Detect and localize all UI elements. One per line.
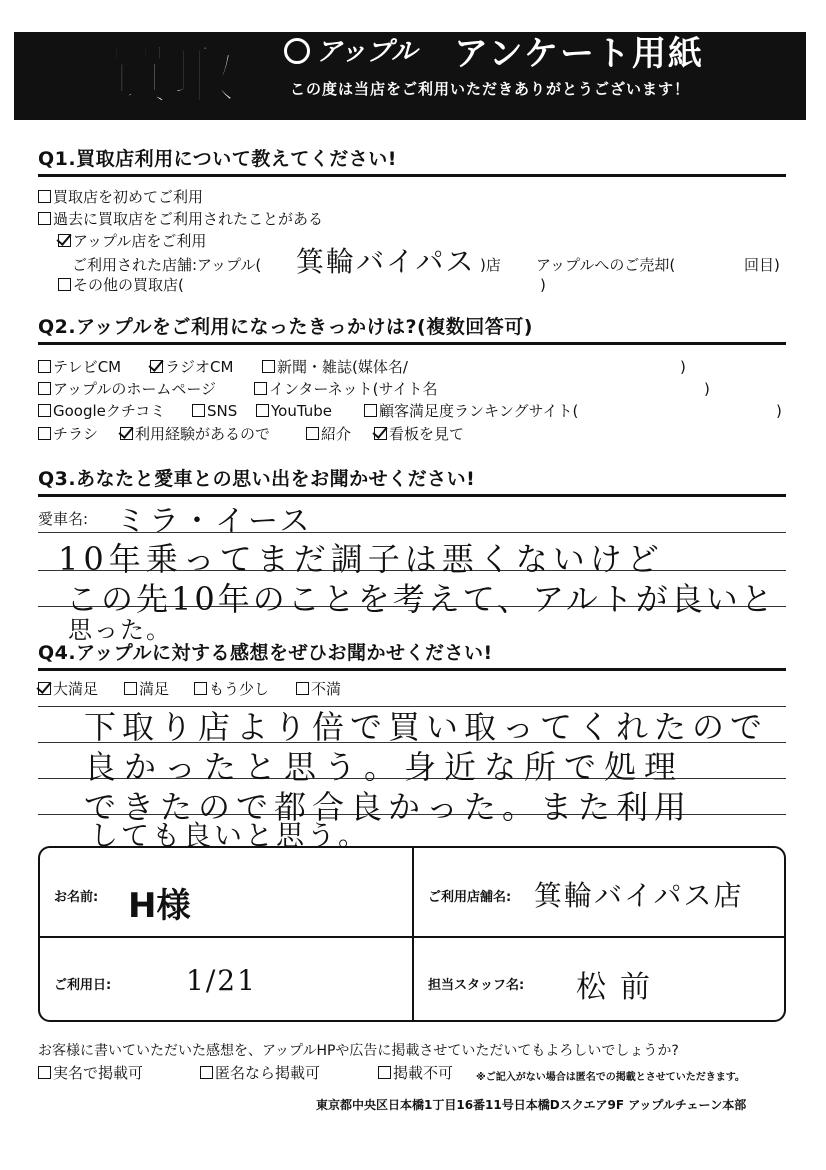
publish-option-realname[interactable] <box>38 1062 143 1084</box>
q2-option-youtube-label: YouTube <box>271 402 332 420</box>
q2-option-experience-label: 利用経験があるので <box>135 425 271 443</box>
info-box-horizontal-divider <box>40 936 784 938</box>
publish-note: ※ご記入がない場合は匿名での掲載とさせていただきます。 <box>476 1072 745 1083</box>
q2-option-referral[interactable] <box>306 423 351 445</box>
publish-option-no[interactable] <box>378 1062 453 1084</box>
checkbox-icon[interactable] <box>38 1066 51 1079</box>
checked-checkbox-icon[interactable] <box>120 427 133 440</box>
q4-option-little-more-label: もう少し <box>209 680 270 698</box>
q4-title: Q4.アップルに対する感想をぜひお聞かせください! <box>38 642 493 664</box>
checkbox-icon[interactable] <box>38 212 51 225</box>
q3-car-handwritten: ミラ・イース <box>116 504 313 539</box>
kaitori-logo-text: 買取 <box>106 39 238 113</box>
checkbox-icon[interactable] <box>200 1066 213 1079</box>
staff-name-handwritten: 松前 <box>576 970 664 1005</box>
publish-option-anonymous[interactable] <box>200 1062 320 1084</box>
q1-title: Q1.買取店利用について教えてください! <box>38 148 397 170</box>
info-box-vertical-divider <box>412 848 414 1020</box>
publish-option-anonymous-label: 匿名なら掲載可 <box>215 1064 321 1082</box>
q1-option-apple-label: アップル店をご利用 <box>73 232 207 250</box>
staff-name-label: 担当スタッフ名: <box>428 978 525 993</box>
apple-logo-icon <box>284 38 310 64</box>
checkbox-icon[interactable] <box>194 682 207 695</box>
publish-option-no-label: 掲載不可 <box>393 1064 454 1082</box>
checkbox-icon[interactable] <box>38 404 51 417</box>
checkbox-icon[interactable] <box>58 278 71 291</box>
q4-option-satisfied-label: 満足 <box>139 680 170 698</box>
checkbox-icon[interactable] <box>306 427 319 440</box>
checkbox-icon[interactable] <box>378 1066 391 1079</box>
q2-option-sns[interactable] <box>192 400 237 422</box>
company-address: 東京都中央区日本橋1丁目16番11号日本橋Dスクエア9F アップルチェーン本部 <box>316 1098 747 1112</box>
q2-option-flyer-label: チラシ <box>53 425 99 443</box>
customer-info-box <box>38 846 786 1022</box>
q2-option-news-label: 新聞・雑誌(媒体名/ <box>277 358 408 376</box>
visit-date-handwritten: 1/21 <box>186 964 257 997</box>
q2-option-sns-label: SNS <box>207 402 238 420</box>
q4-answer-line-4: しても良いと思う。 <box>90 819 370 852</box>
q2-option-youtube[interactable] <box>256 400 332 422</box>
brand-logo-text: アップル <box>316 37 418 67</box>
checked-checkbox-icon[interactable] <box>38 682 51 695</box>
q2-option-sign-label: 看板を見て <box>389 425 465 443</box>
checkbox-icon[interactable] <box>296 682 309 695</box>
q3-answer-line-3: 思った。 <box>68 616 172 644</box>
checkbox-icon[interactable] <box>38 190 51 203</box>
publish-option-realname-label: 実名で掲載可 <box>53 1064 144 1082</box>
q4-answer-line-3: できたので都合良かった。また利用 <box>84 788 693 826</box>
publish-consent-question: お客様に書いていただいた感想を、アップルHPや広告に掲載させていただいてもよろしいでしょうか? <box>38 1043 679 1059</box>
survey-title: アンケート用紙 <box>454 34 704 74</box>
thanks-message: この度は当店をご利用いただきありがとうございます！ <box>290 80 691 98</box>
q2-option-experience[interactable] <box>120 423 270 445</box>
q3-answer-line-1: 10年乗ってまだ調子は悪くないけど <box>58 540 664 578</box>
q3-write-line <box>38 532 786 533</box>
q1-sale-count-suffix: 回目) <box>744 256 780 274</box>
q1-option-past[interactable] <box>38 208 323 230</box>
q2-option-google[interactable] <box>38 400 165 422</box>
q2-option-internet[interactable] <box>254 378 437 400</box>
checkbox-icon[interactable] <box>192 404 205 417</box>
name-label: お名前: <box>54 890 99 905</box>
q4-answer-line-1: 下取り店より倍で買い取ってくれたので <box>84 708 769 746</box>
checkbox-icon[interactable] <box>256 404 269 417</box>
q4-option-satisfied[interactable] <box>124 678 169 700</box>
q1-store-label: ご利用された店舗:アップル( <box>72 256 262 274</box>
q2-internet-close: ) <box>704 380 710 398</box>
q4-option-very-satisfied-label: 大満足 <box>53 680 99 698</box>
q4-option-very-satisfied[interactable] <box>38 678 98 700</box>
checkbox-icon[interactable] <box>254 382 267 395</box>
q2-option-flyer[interactable] <box>38 423 98 445</box>
q2-option-radio-label: ラジオCM <box>165 358 234 376</box>
q4-divider <box>38 668 786 671</box>
checked-checkbox-icon[interactable] <box>58 234 71 247</box>
q2-news-close: ) <box>680 358 686 376</box>
q2-divider <box>38 342 786 345</box>
q4-option-unsatisfied[interactable] <box>296 678 341 700</box>
checkbox-icon[interactable] <box>364 404 377 417</box>
q4-option-unsatisfied-label: 不満 <box>311 680 342 698</box>
q3-car-label: 愛車名: <box>38 510 89 528</box>
q2-option-referral-label: 紹介 <box>321 425 352 443</box>
q2-option-homepage[interactable] <box>38 378 216 400</box>
q2-option-google-label: Googleクチコミ <box>53 402 166 420</box>
q3-title: Q3.あなたと愛車との思い出をお聞かせください! <box>38 468 476 490</box>
checked-checkbox-icon[interactable] <box>150 360 163 373</box>
q1-store-suffix: )店 <box>480 256 501 274</box>
q4-answer-line-2: 良かったと思う。身近な所で処理 <box>84 748 685 786</box>
q2-option-internet-label: インターネット(サイト名 <box>269 380 438 398</box>
q1-sale-count-label: アップルへのご売却( <box>536 256 676 274</box>
q2-option-homepage-label: アップルのホームページ <box>53 380 217 398</box>
q2-option-tv[interactable] <box>38 356 121 378</box>
q1-option-other-label: その他の買取店( <box>73 276 184 294</box>
q1-divider <box>38 174 786 177</box>
q2-option-tv-label: テレビCM <box>53 358 122 376</box>
checkbox-icon[interactable] <box>124 682 137 695</box>
q2-title: Q2.アップルをご利用になったきっかけは?(複数回答可) <box>38 316 533 338</box>
checkbox-icon[interactable] <box>38 382 51 395</box>
q2-option-sign[interactable] <box>374 423 464 445</box>
visit-date-label: ご利用日: <box>54 978 112 993</box>
q1-option-first-label: 買取店を初めてご利用 <box>53 188 204 206</box>
q1-option-apple[interactable] <box>58 230 206 252</box>
checkbox-icon[interactable] <box>38 360 51 373</box>
header-banner <box>14 32 806 120</box>
store-name-handwritten: 箕輪バイパス店 <box>534 879 744 912</box>
q1-option-first[interactable] <box>38 186 203 208</box>
q1-other-close: ) <box>540 276 546 294</box>
name-value: H様 <box>128 886 191 926</box>
q2-option-news[interactable] <box>262 356 408 378</box>
q2-option-ranking[interactable] <box>364 400 578 422</box>
checkbox-icon[interactable] <box>262 360 275 373</box>
q4-option-little-more[interactable] <box>194 678 269 700</box>
q3-answer-line-2: この先10年のことを考えて、アルトが良いと <box>66 580 776 618</box>
store-name-label: ご利用店舗名: <box>428 890 512 905</box>
q1-option-past-label: 過去に買取店をご利用されたことがある <box>53 210 324 228</box>
q2-option-ranking-label: 顧客満足度ランキングサイト( <box>379 402 579 420</box>
checked-checkbox-icon[interactable] <box>374 427 387 440</box>
q2-option-radio[interactable] <box>150 356 233 378</box>
checkbox-icon[interactable] <box>38 427 51 440</box>
q2-ranking-close: ) <box>776 402 782 420</box>
q1-option-other[interactable] <box>58 274 184 296</box>
q1-store-handwritten: 箕輪バイパス <box>296 245 476 278</box>
